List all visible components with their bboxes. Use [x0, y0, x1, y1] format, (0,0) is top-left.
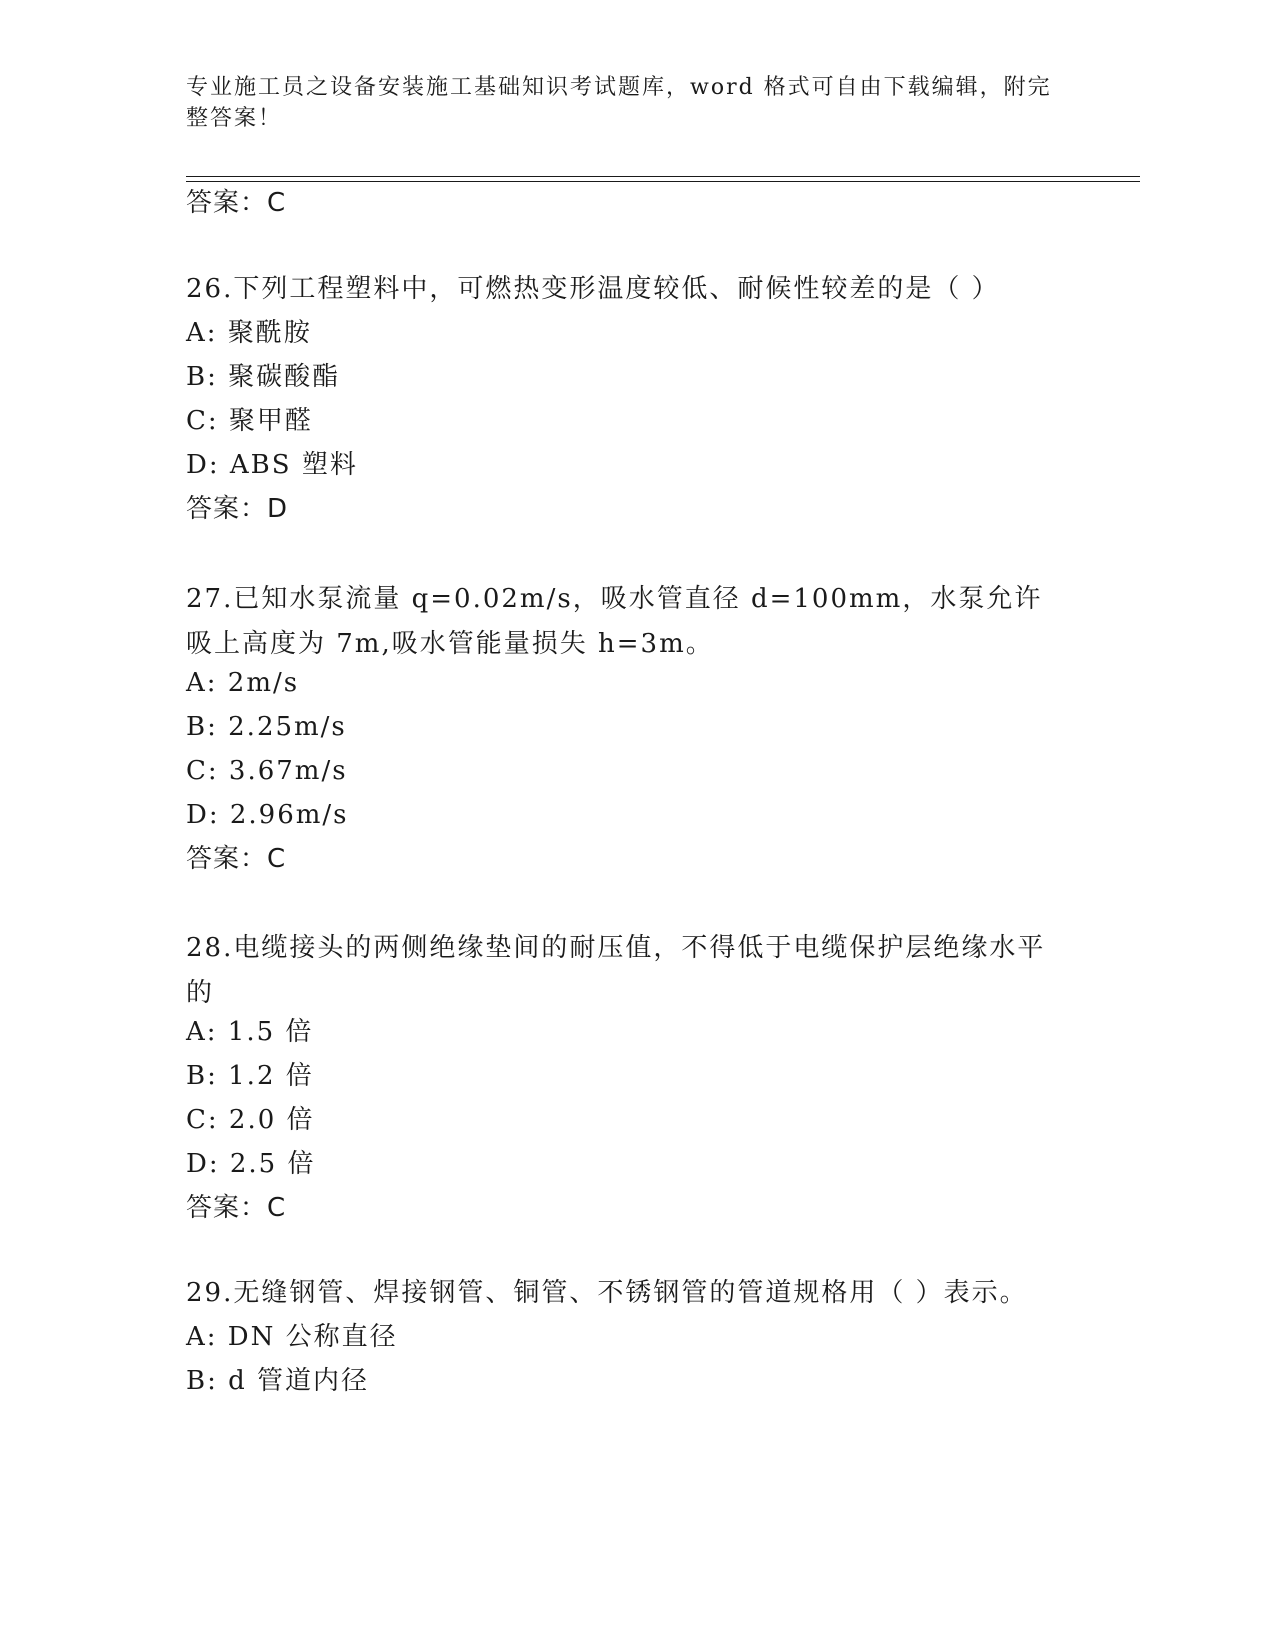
question-28-option-b: B: 1.2 倍: [186, 1061, 314, 1091]
question-28-option-d: D: 2.5 倍: [186, 1149, 316, 1179]
question-27-option-c: C: 3.67m/s: [186, 756, 348, 786]
question-26-option-b: B: 聚碳酸酯: [186, 362, 341, 392]
question-27-stem: 27.已知水泵流量 q=0.02m/s，吸水管直径 d=100mm，水泵允许吸上高度为 7m,吸水管能量损失 h=3m。: [186, 584, 1043, 659]
previous-answer: 答案：C: [186, 188, 287, 218]
question-26-option-a: A: 聚酰胺: [186, 318, 312, 348]
question-29-option-b: B: d 管道内径: [186, 1366, 370, 1396]
question-28-option-c: C: 2.0 倍: [186, 1105, 315, 1135]
question-27-option-d: D: 2.96m/s: [186, 800, 349, 830]
question-28-stem: 28.电缆接头的两侧绝缘垫间的耐压值，不得低于电缆保护层绝缘水平的: [186, 933, 1046, 1008]
document-header: 专业施工员之设备安装施工基础知识考试题库，word 格式可自由下载编辑，附完整答案！: [186, 75, 1052, 131]
question-26-option-d: D: ABS 塑料: [186, 450, 358, 480]
question-29-option-a: A: DN 公称直径: [186, 1322, 398, 1352]
question-29-stem: 29.无缝钢管、焊接钢管、铜管、不锈钢管的管道规格用（ ）表示。: [186, 1278, 1028, 1308]
question-26-answer: 答案：D: [186, 494, 289, 524]
question-27-option-a: A: 2m/s: [186, 668, 300, 698]
header-divider-bottom: [186, 181, 1140, 182]
question-28-option-a: A: 1.5 倍: [186, 1017, 314, 1047]
question-26-option-c: C: 聚甲醛: [186, 406, 313, 436]
question-26-stem: 26.下列工程塑料中，可燃热变形温度较低、耐候性较差的是（ ）: [186, 274, 1000, 304]
header-divider-top: [186, 176, 1140, 177]
question-28-answer: 答案：C: [186, 1193, 287, 1223]
question-27-option-b: B: 2.25m/s: [186, 712, 347, 742]
question-27-answer: 答案：C: [186, 844, 287, 874]
